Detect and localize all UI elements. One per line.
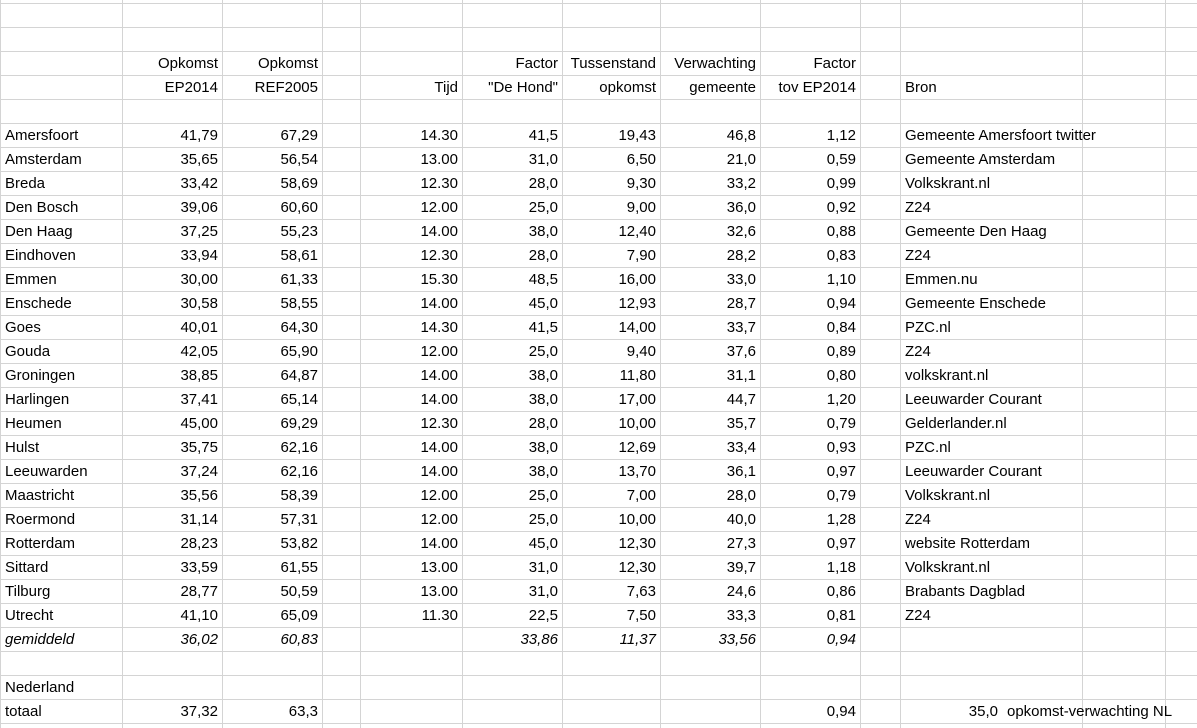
cell-tussenstand[interactable]: 7,50 [626,607,656,624]
cell-bron[interactable]: Volkskrant.nl [905,559,991,576]
cell-city[interactable]: Tilburg [5,583,51,600]
cell-de-hond-factor[interactable]: 28,0 [528,247,558,264]
header-de-hond-factor[interactable]: Factor [515,55,558,72]
cell-tijd[interactable]: 13.00 [420,151,458,168]
cell-city[interactable]: Rotterdam [5,535,76,552]
cell-ep2014[interactable]: 39,06 [180,199,218,216]
cell-ep2014[interactable]: 28,77 [180,583,218,600]
cell-city[interactable]: Den Haag [5,223,73,240]
header-ref2005[interactable]: Opkomst [257,55,318,72]
cell-verwachting[interactable]: 39,7 [726,559,756,576]
cell-ref2005[interactable]: 65,14 [280,391,318,408]
cell-ref2005[interactable]: 64,87 [280,367,318,384]
header-ep2014[interactable]: EP2014 [164,79,218,96]
average-ep2014[interactable]: 36,02 [180,631,218,648]
cell-factor-ep2014[interactable]: 1,18 [826,559,856,576]
cell-bron[interactable]: Gemeente Enschede [905,295,1046,312]
cell-bron[interactable]: Volkskrant.nl [905,487,991,504]
cell-tussenstand[interactable]: 9,00 [626,199,656,216]
cell-factor-ep2014[interactable]: 0,97 [826,535,856,552]
cell-verwachting[interactable]: 24,6 [726,583,756,600]
cell-de-hond-factor[interactable]: 38,0 [528,391,558,408]
cell-bron[interactable]: website Rotterdam [905,535,1031,552]
cell-verwachting[interactable]: 31,1 [726,367,756,384]
cell-de-hond-factor[interactable]: 28,0 [528,415,558,432]
cell-ep2014[interactable]: 31,14 [180,511,218,528]
average-city[interactable]: gemiddeld [5,631,75,648]
cell-verwachting[interactable]: 40,0 [726,511,756,528]
cell-tussenstand[interactable]: 12,93 [618,295,656,312]
cell-de-hond-factor[interactable]: 45,0 [528,535,558,552]
cell-tijd[interactable]: 12.00 [420,487,458,504]
cell-tussenstand[interactable]: 11,80 [619,367,656,384]
cell-ref2005[interactable]: 58,61 [280,247,318,264]
cell-tijd[interactable]: 14.30 [420,319,458,336]
grid-column-line [322,0,323,728]
average-factor-ep2014[interactable]: 0,94 [826,631,856,648]
cell-ref2005[interactable]: 69,29 [280,415,318,432]
cell-tussenstand[interactable]: 14,00 [618,319,656,336]
cell-tussenstand[interactable]: 13,70 [618,463,656,480]
cell-ep2014[interactable]: 33,42 [180,175,218,192]
cell-city[interactable]: Eindhoven [5,247,76,264]
cell-city[interactable]: Harlingen [5,391,70,408]
cell-city[interactable]: Leeuwarden [5,463,88,480]
cell-factor-ep2014[interactable]: 0,83 [826,247,856,264]
cell-ref2005[interactable]: 65,90 [280,343,318,360]
header-bron[interactable]: Bron [905,79,937,96]
cell-tijd[interactable]: 14.00 [420,367,458,384]
cell-factor-ep2014[interactable]: 1,20 [826,391,856,408]
cell-city[interactable]: Roermond [5,511,76,528]
cell-de-hond-factor[interactable]: 38,0 [528,463,558,480]
cell-verwachting[interactable]: 37,6 [726,343,756,360]
cell-tijd[interactable]: 14.00 [420,463,458,480]
cell-city[interactable]: Sittard [5,559,49,576]
cell-factor-ep2014[interactable]: 0,97 [826,463,856,480]
cell-ep2014[interactable]: 42,05 [180,343,218,360]
cell-tijd[interactable]: 14.30 [420,127,458,144]
cell-tijd[interactable]: 14.00 [420,391,458,408]
cell-tijd[interactable]: 14.00 [420,439,458,456]
cell-factor-ep2014[interactable]: 0,79 [826,415,856,432]
cell-verwachting[interactable]: 36,0 [726,199,756,216]
nl-expected-turnout[interactable]: 35,0 [968,703,998,720]
cell-tussenstand[interactable]: 12,30 [618,559,656,576]
cell-bron[interactable]: Z24 [905,343,931,360]
cell-de-hond-factor[interactable]: 38,0 [528,367,558,384]
cell-verwachting[interactable]: 32,6 [726,223,756,240]
cell-verwachting[interactable]: 33,3 [726,607,756,624]
cell-ref2005[interactable]: 57,31 [280,511,318,528]
cell-verwachting[interactable]: 28,0 [726,487,756,504]
cell-ref2005[interactable]: 53,82 [280,535,318,552]
cell-ep2014[interactable]: 35,75 [180,439,218,456]
average-de-hond-factor[interactable]: 33,86 [520,631,558,648]
cell-ref2005[interactable]: 61,55 [280,559,318,576]
cell-tussenstand[interactable]: 9,30 [626,175,656,192]
cell-de-hond-factor[interactable]: 38,0 [528,439,558,456]
nl-label[interactable]: Nederland [5,679,75,696]
cell-tussenstand[interactable]: 7,63 [626,583,656,600]
cell-tijd[interactable]: 15.30 [420,271,458,288]
cell-factor-ep2014[interactable]: 0,80 [826,367,856,384]
grid-column-line [860,0,861,728]
grid-row-line [0,27,1197,28]
cell-ep2014[interactable]: 35,65 [180,151,218,168]
cell-ep2014[interactable]: 38,85 [180,367,218,384]
cell-de-hond-factor[interactable]: 41,5 [528,319,558,336]
cell-city[interactable]: Utrecht [5,607,54,624]
cell-tussenstand[interactable]: 7,00 [626,487,656,504]
cell-de-hond-factor[interactable]: 48,5 [528,271,558,288]
cell-ref2005[interactable]: 58,39 [280,487,318,504]
cell-tijd[interactable]: 13.00 [420,559,458,576]
cell-tussenstand[interactable]: 16,00 [618,271,656,288]
cell-city[interactable]: Enschede [5,295,72,312]
nl-label-totaal[interactable]: totaal [5,703,42,720]
cell-bron[interactable]: Gelderlander.nl [905,415,1007,432]
cell-tussenstand[interactable]: 6,50 [626,151,656,168]
cell-ref2005[interactable]: 55,23 [280,223,318,240]
cell-de-hond-factor[interactable]: 41,5 [528,127,558,144]
cell-tijd[interactable]: 12.00 [420,199,458,216]
cell-factor-ep2014[interactable]: 0,88 [826,223,856,240]
cell-bron[interactable]: Leeuwarder Courant [905,463,1042,480]
cell-ref2005[interactable]: 58,69 [280,175,318,192]
cell-tijd[interactable]: 13.00 [420,583,458,600]
cell-city[interactable]: Maastricht [5,487,75,504]
cell-ep2014[interactable]: 40,01 [180,319,218,336]
cell-tijd[interactable]: 12.30 [420,415,458,432]
cell-verwachting[interactable]: 35,7 [726,415,756,432]
average-verwachting[interactable]: 33,56 [718,631,756,648]
cell-ref2005[interactable]: 60,60 [280,199,318,216]
cell-bron[interactable]: Z24 [905,511,931,528]
cell-verwachting[interactable]: 44,7 [726,391,756,408]
cell-factor-ep2014[interactable]: 0,84 [826,319,856,336]
nl-ep2014[interactable]: 37,32 [180,703,218,720]
cell-factor-ep2014[interactable]: 0,59 [826,151,856,168]
cell-ref2005[interactable]: 62,16 [280,463,318,480]
cell-city[interactable]: Groningen [5,367,76,384]
cell-ref2005[interactable]: 58,55 [280,295,318,312]
cell-de-hond-factor[interactable]: 31,0 [528,151,558,168]
cell-verwachting[interactable]: 28,2 [726,247,756,264]
cell-bron[interactable]: Gemeente Amsterdam [905,151,1056,168]
cell-ep2014[interactable]: 37,25 [180,223,218,240]
cell-bron[interactable]: Z24 [905,247,931,264]
cell-tussenstand[interactable]: 12,40 [618,223,656,240]
cell-factor-ep2014[interactable]: 0,93 [826,439,856,456]
cell-verwachting[interactable]: 27,3 [726,535,756,552]
cell-factor-ep2014[interactable]: 0,79 [826,487,856,504]
cell-bron[interactable]: Z24 [905,199,931,216]
cell-verwachting[interactable]: 33,2 [726,175,756,192]
header-factor-ep2014[interactable]: Factor [813,55,856,72]
header-tijd[interactable]: Tijd [434,79,458,96]
cell-tijd[interactable]: 14.00 [420,223,458,240]
cell-ep2014[interactable]: 28,23 [180,535,218,552]
cell-factor-ep2014[interactable]: 0,92 [826,199,856,216]
cell-tijd[interactable]: 12.30 [420,175,458,192]
nl-ref2005[interactable]: 63,3 [288,703,318,720]
cell-ref2005[interactable]: 64,30 [280,319,318,336]
cell-de-hond-factor[interactable]: 25,0 [528,343,558,360]
cell-bron[interactable]: Volkskrant.nl [905,175,991,192]
cell-bron[interactable]: PZC.nl [905,319,951,336]
cell-tijd[interactable]: 12.00 [420,511,458,528]
cell-ep2014[interactable]: 41,79 [180,127,218,144]
cell-bron[interactable]: PZC.nl [905,439,951,456]
grid-row-line [0,3,1197,4]
cell-verwachting[interactable]: 33,0 [726,271,756,288]
cell-bron[interactable]: Z24 [905,607,931,624]
cell-tijd[interactable]: 11.30 [421,607,458,624]
cell-ep2014[interactable]: 33,59 [180,559,218,576]
cell-city[interactable]: Gouda [5,343,51,360]
nl-factor[interactable]: 0,94 [826,703,856,720]
cell-de-hond-factor[interactable]: 31,0 [528,559,558,576]
cell-bron[interactable]: Gemeente Den Haag [905,223,1047,240]
cell-ref2005[interactable]: 67,29 [280,127,318,144]
header-verwachting[interactable]: gemeente [689,79,756,96]
cell-ep2014[interactable]: 35,56 [180,487,218,504]
cell-ref2005[interactable]: 50,59 [280,583,318,600]
cell-de-hond-factor[interactable]: 45,0 [528,295,558,312]
cell-verwachting[interactable]: 36,1 [726,463,756,480]
cell-verwachting[interactable]: 28,7 [726,295,756,312]
cell-bron[interactable]: Gemeente Amersfoort twitter [905,127,1096,144]
cell-factor-ep2014[interactable]: 0,99 [826,175,856,192]
cell-tijd[interactable]: 14.00 [420,295,458,312]
cell-factor-ep2014[interactable]: 1,10 [826,271,856,288]
nl-expected-label[interactable]: opkomst-verwachting NL [1007,703,1173,720]
cell-city[interactable]: Emmen [5,271,57,288]
cell-city[interactable]: Heumen [5,415,62,432]
cell-ref2005[interactable]: 56,54 [280,151,318,168]
cell-factor-ep2014[interactable]: 0,94 [826,295,856,312]
average-ref2005[interactable]: 60,83 [280,631,318,648]
header-ref2005[interactable]: REF2005 [254,79,318,96]
cell-ep2014[interactable]: 33,94 [180,247,218,264]
cell-tijd[interactable]: 12.30 [420,247,458,264]
cell-ep2014[interactable]: 37,41 [180,391,218,408]
cell-verwachting[interactable]: 33,4 [726,439,756,456]
cell-verwachting[interactable]: 46,8 [726,127,756,144]
cell-factor-ep2014[interactable]: 0,81 [826,607,856,624]
cell-ep2014[interactable]: 45,00 [180,415,218,432]
cell-city[interactable]: Hulst [5,439,40,456]
cell-ep2014[interactable]: 37,24 [180,463,218,480]
average-tussenstand[interactable]: 11,37 [619,631,656,648]
cell-bron[interactable]: Emmen.nu [905,271,978,288]
header-ep2014[interactable]: Opkomst [157,55,218,72]
cell-tussenstand[interactable]: 9,40 [626,343,656,360]
cell-de-hond-factor[interactable]: 25,0 [528,199,558,216]
cell-tussenstand[interactable]: 12,69 [618,439,656,456]
cell-ref2005[interactable]: 65,09 [280,607,318,624]
cell-ep2014[interactable]: 30,00 [180,271,218,288]
cell-bron[interactable]: Brabants Dagblad [905,583,1026,600]
cell-tussenstand[interactable]: 7,90 [626,247,656,264]
cell-city[interactable]: Amersfoort [5,127,79,144]
grid-row-line [0,675,1197,676]
cell-factor-ep2014[interactable]: 1,12 [826,127,856,144]
cell-tussenstand[interactable]: 10,00 [618,511,656,528]
cell-de-hond-factor[interactable]: 25,0 [528,487,558,504]
cell-tussenstand[interactable]: 17,00 [618,391,656,408]
cell-bron[interactable]: volkskrant.nl [905,367,989,384]
cell-city[interactable]: Breda [5,175,46,192]
header-tussenstand[interactable]: Tussenstand [570,55,656,72]
cell-ep2014[interactable]: 41,10 [180,607,218,624]
cell-tussenstand[interactable]: 12,30 [618,535,656,552]
cell-tussenstand[interactable]: 10,00 [618,415,656,432]
header-verwachting[interactable]: Verwachting [674,55,756,72]
cell-tijd[interactable]: 14.00 [420,535,458,552]
cell-bron[interactable]: Leeuwarder Courant [905,391,1042,408]
cell-tussenstand[interactable]: 19,43 [618,127,656,144]
header-tussenstand[interactable]: opkomst [599,79,656,96]
cell-de-hond-factor[interactable]: 22,5 [528,607,558,624]
cell-de-hond-factor[interactable]: 25,0 [528,511,558,528]
cell-ref2005[interactable]: 62,16 [280,439,318,456]
header-factor-ep2014[interactable]: tov EP2014 [778,79,856,96]
cell-ep2014[interactable]: 30,58 [180,295,218,312]
cell-ref2005[interactable]: 61,33 [280,271,318,288]
cell-verwachting[interactable]: 21,0 [726,151,756,168]
header-de-hond-factor[interactable]: "De Hond" [488,79,558,96]
cell-de-hond-factor[interactable]: 38,0 [528,223,558,240]
cell-city[interactable]: Goes [5,319,41,336]
cell-city[interactable]: Den Bosch [5,199,79,216]
cell-factor-ep2014[interactable]: 1,28 [826,511,856,528]
cell-tijd[interactable]: 12.00 [420,343,458,360]
cell-de-hond-factor[interactable]: 28,0 [528,175,558,192]
cell-factor-ep2014[interactable]: 0,86 [826,583,856,600]
cell-verwachting[interactable]: 33,7 [726,319,756,336]
cell-de-hond-factor[interactable]: 31,0 [528,583,558,600]
cell-city[interactable]: Amsterdam [5,151,82,168]
cell-factor-ep2014[interactable]: 0,89 [826,343,856,360]
